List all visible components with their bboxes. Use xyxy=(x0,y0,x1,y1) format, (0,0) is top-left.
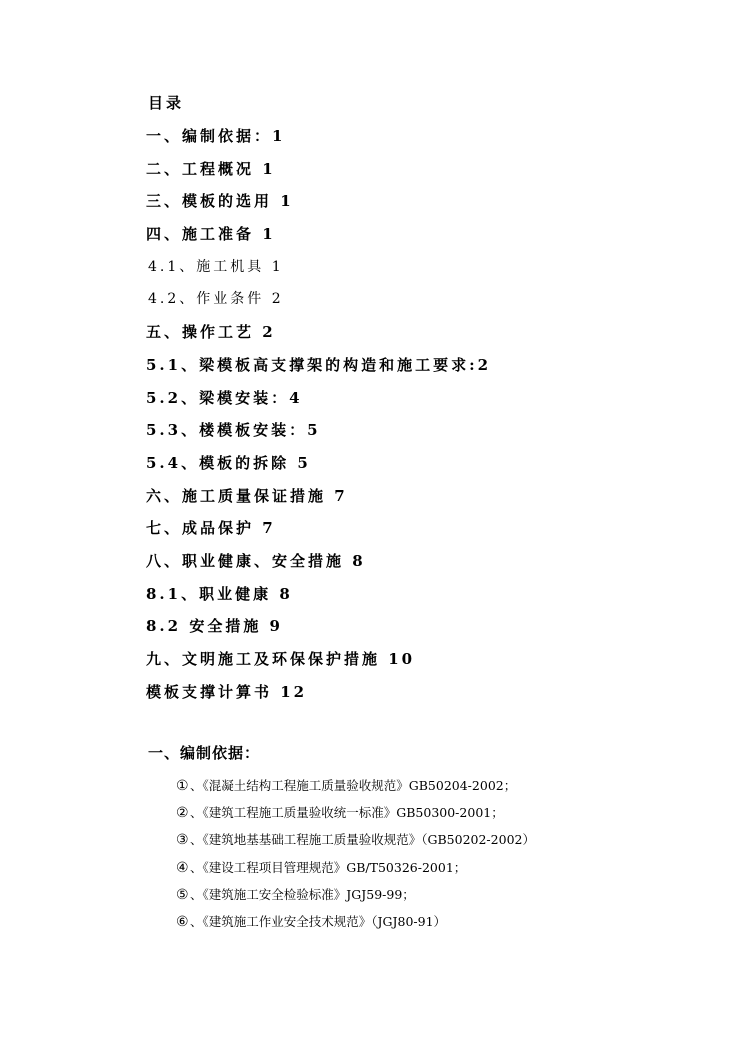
reference-item xyxy=(176,881,535,908)
reference-text: 、《建筑工程施工质量验收统一标准》GB50300-2001； xyxy=(190,805,504,821)
section-heading: 一、编制依据： xyxy=(148,744,261,762)
toc-item[interactable]: 六、施工质量保证措施 7 xyxy=(146,486,348,505)
reference-item xyxy=(176,772,535,799)
reference-text: 、《建筑地基基础工程施工质量验收规范》（GB50202-2002） xyxy=(190,832,535,848)
toc-item[interactable]: 8.2 安全措施 9 xyxy=(146,617,283,636)
reference-list xyxy=(176,772,535,935)
reference-item xyxy=(176,854,535,881)
toc-item[interactable]: 8.1、职业健康 8 xyxy=(146,584,293,603)
toc-item[interactable]: 5.4、模板的拆除 5 xyxy=(146,453,311,472)
reference-number: ⑤ xyxy=(176,886,189,903)
toc-title: 目录 xyxy=(148,94,185,112)
reference-item xyxy=(176,908,535,935)
toc-item[interactable]: 5.3、楼模板安装：5 xyxy=(146,421,321,440)
toc-item[interactable]: 九、文明施工及环保保护措施 10 xyxy=(146,650,416,668)
toc-item[interactable]: 八、职业健康、安全措施 8 xyxy=(146,551,366,570)
reference-text: 、《建筑施工安全检验标准》JGJ59-99； xyxy=(190,886,415,902)
toc-item[interactable]: 七、成品保护 7 xyxy=(146,519,276,538)
toc-item[interactable]: 模板支撑计算书 12 xyxy=(146,682,308,701)
toc-subitem[interactable]: 4.1、施工机具 1 xyxy=(148,258,284,275)
toc-item[interactable]: 五、操作工艺 2 xyxy=(146,323,276,342)
toc-item[interactable]: 四、施工准备 1 xyxy=(146,225,276,244)
reference-text: 、《建设工程项目管理规范》GB/T50326-2001； xyxy=(190,859,467,875)
reference-text: 、《建筑施工作业安全技术规范》（JGJ80-91） xyxy=(190,913,447,929)
reference-number: ② xyxy=(176,805,189,822)
toc-item[interactable]: 5.1、梁模板高支撑架的构造和施工要求:2 xyxy=(146,355,492,374)
reference-number: ⑥ xyxy=(176,913,189,930)
reference-number: ① xyxy=(176,778,189,794)
toc-item[interactable]: 三、模板的选用 1 xyxy=(146,192,294,211)
reference-number: ③ xyxy=(176,832,189,849)
reference-text: 、《混凝土结构工程施工质量验收规范》GB50204-2002； xyxy=(190,778,517,793)
reference-item xyxy=(176,799,535,826)
reference-item xyxy=(176,826,535,853)
toc-item[interactable]: 5.2、梁模安装：4 xyxy=(146,388,303,407)
toc-list xyxy=(146,120,491,708)
reference-number: ④ xyxy=(176,859,189,876)
toc-subitem[interactable]: 4.2、作业条件 2 xyxy=(148,291,284,308)
toc-item[interactable]: 二、工程概况 1 xyxy=(146,159,276,178)
toc-item[interactable]: 一、编制依据：1 xyxy=(146,127,286,145)
